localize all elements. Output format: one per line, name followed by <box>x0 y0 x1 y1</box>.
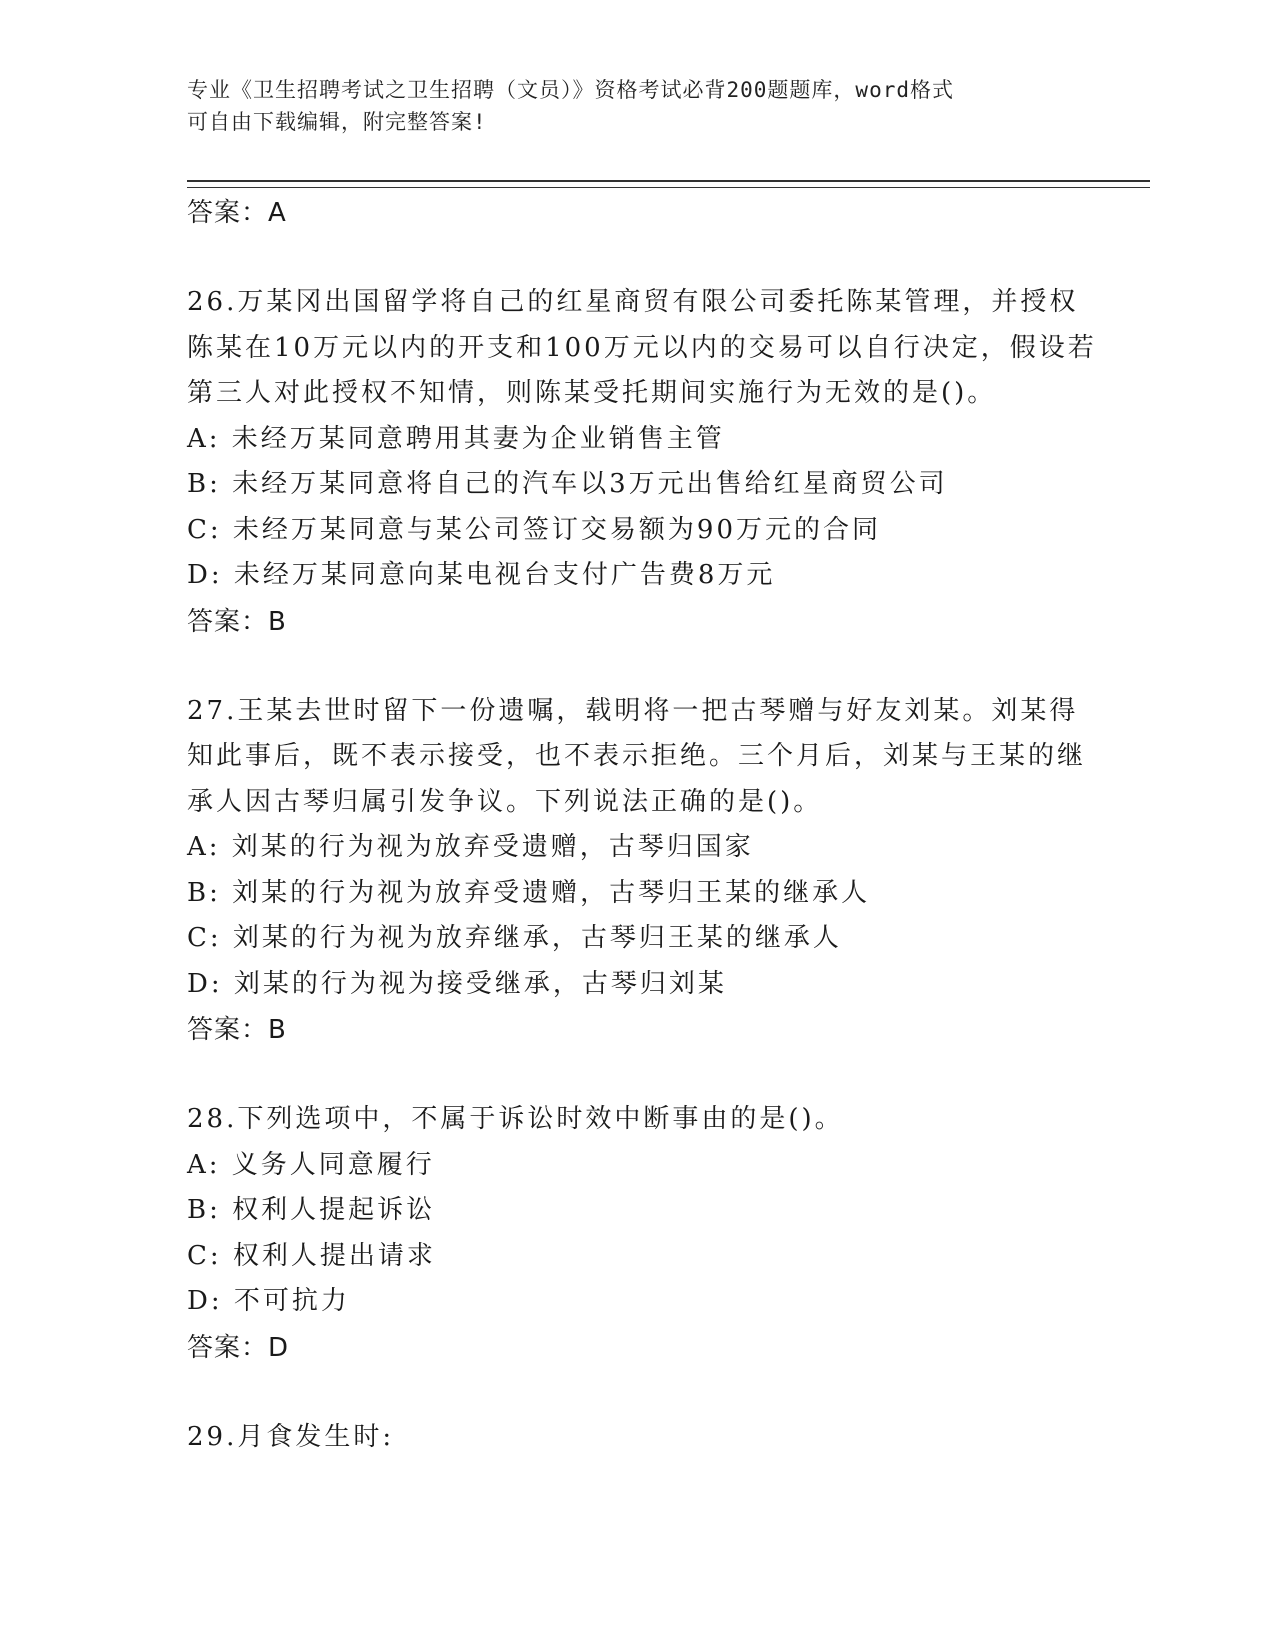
spacer <box>187 645 1107 689</box>
document-header <box>187 74 1087 138</box>
question-block <box>187 1097 1107 1371</box>
option-b: B: 刘某的行为视为放弃受遗赠，古琴归王某的继承人 <box>187 877 871 908</box>
option-c: C: 权利人提出请求 <box>187 1240 436 1271</box>
header-title-line-2: 可自由下载编辑，附完整答案! <box>187 110 487 134</box>
answer-line: 答案：B <box>187 606 287 637</box>
spacer <box>187 1371 1107 1415</box>
option-a: A: 未经万某同意聘用其妻为企业销售主管 <box>187 423 725 454</box>
header-title-line-1: 专业《卫生招聘考试之卫生招聘（文员）》资格考试必背200题题库，word格式 <box>187 78 954 102</box>
question-block <box>187 689 1107 1054</box>
document-body <box>187 190 1107 1460</box>
header-divider <box>187 180 1150 188</box>
answer-line: 答案：B <box>187 1015 287 1045</box>
spacer <box>187 236 1107 280</box>
option-c: C: 刘某的行为视为放弃继承，古琴归王某的继承人 <box>187 923 842 953</box>
question-stem: 28.下列选项中，不属于诉讼时效中断事由的是()。 <box>187 1104 844 1134</box>
option-d: D: 未经万某同意向某电视台支付广告费8万元 <box>187 560 776 590</box>
question-block <box>187 1415 1107 1461</box>
option-d: D: 刘某的行为视为接受继承，古琴归刘某 <box>187 968 727 999</box>
answer-line: 答案：A <box>187 198 287 228</box>
option-a: A: 义务人同意履行 <box>187 1149 435 1180</box>
question-stem: 27.王某去世时留下一份遗嘱，载明将一把古琴赠与好友刘某。刘某得知此事后，既不表示接受，也不表示拒绝。三个月后，刘某与王某的继承人因古琴归属引发争议。下列说法正确的是()。 <box>187 695 1087 817</box>
option-a: A: 刘某的行为视为放弃受遗赠，古琴归国家 <box>187 832 754 862</box>
option-b: B: 权利人提起诉讼 <box>187 1195 436 1225</box>
question-block <box>187 280 1107 645</box>
spacer <box>187 1053 1107 1097</box>
question-stem: 29.月食发生时: <box>187 1421 395 1452</box>
option-b: B: 未经万某同意将自己的汽车以3万元出售给红星商贸公司 <box>187 469 948 499</box>
option-c: C: 未经万某同意与某公司签订交易额为90万元的合同 <box>187 514 882 545</box>
option-d: D: 不可抗力 <box>187 1286 350 1316</box>
question-stem: 26.万某冈出国留学将自己的红星商贸有限公司委托陈某管理，并授权陈某在10万元以内的开支和100万元以内的交易可以自行决定，假设若第三人对此授权不知情，则陈某受托期间实施行为无效的是()。 <box>187 287 1097 408</box>
answer-line: 答案：D <box>187 1332 290 1363</box>
